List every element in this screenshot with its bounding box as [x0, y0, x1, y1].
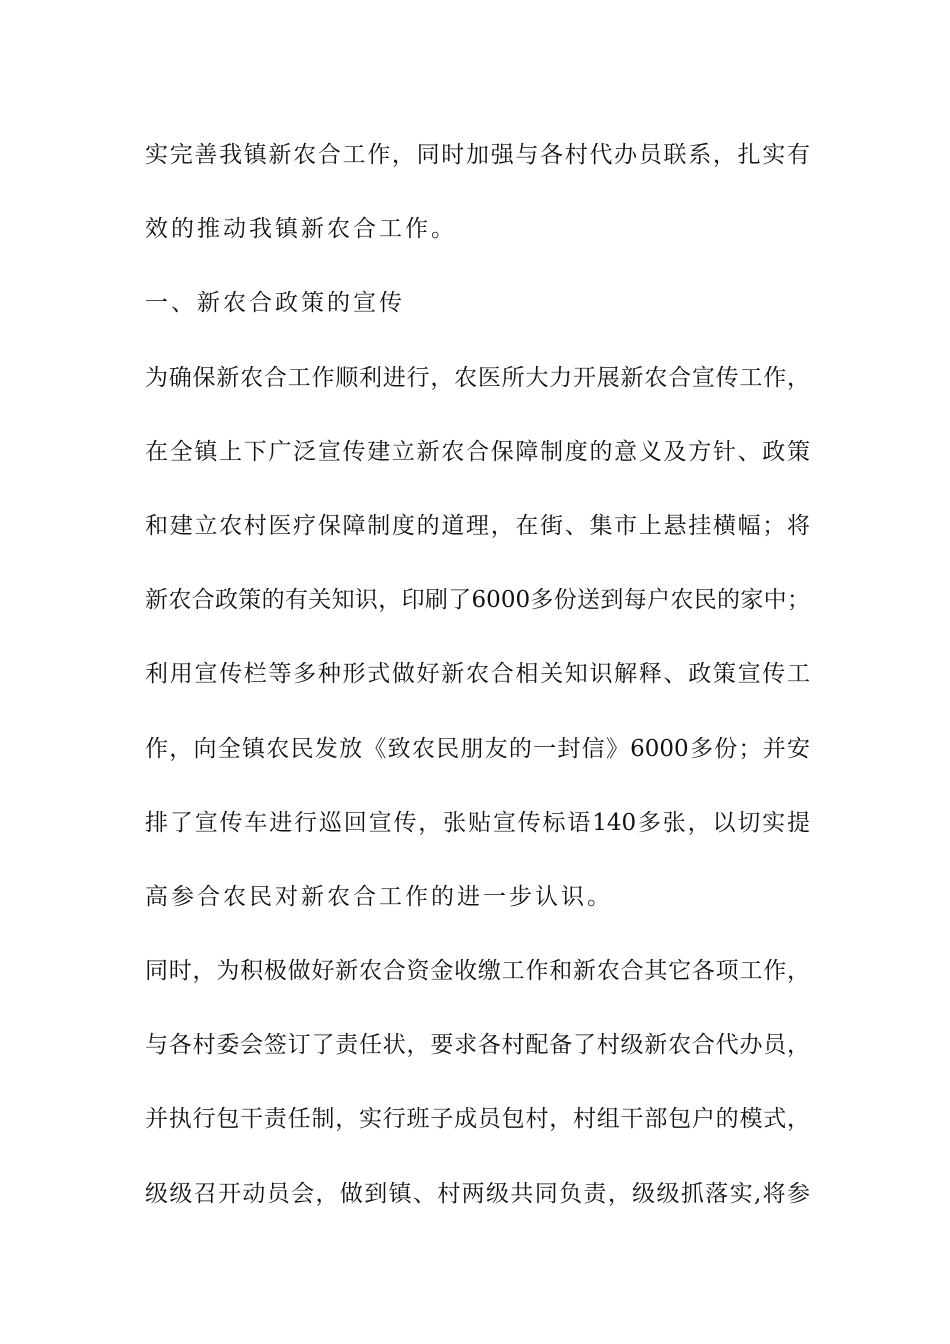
text-line: 同时，为积极做好新农合资金收缴工作和新农合其它各项工作， — [145, 958, 810, 985]
document-body — [145, 128, 810, 1241]
text-line: 与各村委会签订了责任状，要求各村配备了村级新农合代办员， — [145, 1032, 810, 1059]
text-line: 实完善我镇新农合工作，同时加强与各村代办员联系，扎实有 — [145, 142, 810, 168]
text-line: 高参合农民对新农合工作的进一步认识。 — [145, 883, 613, 910]
text-line: 利用宣传栏等多种形式做好新农合相关知识解释、政策宣传工 — [145, 661, 810, 688]
text-line: 排了宣传车进行巡回宣传，张贴宣传标语140多张，以切实提 — [145, 809, 810, 836]
text-line: 并执行包干责任制，实行班子成员包村，村组干部包户的模式， — [145, 1106, 810, 1133]
section-heading: 一、新农合政策的宣传 — [145, 290, 405, 317]
text-line: 新农合政策的有关知识，印刷了6000多份送到每户农民的家中； — [145, 587, 810, 614]
text-line: 级级召开动员会，做到镇、村两级共同负责，级级抓落实,将参 — [145, 1180, 810, 1207]
text-line: 和建立农村医疗保障制度的道理，在街、集市上悬挂横幅；将 — [145, 512, 810, 539]
text-line: 在全镇上下广泛宣传建立新农合保障制度的意义及方针、政策 — [145, 438, 810, 465]
text-line: 效的推动我镇新农合工作。 — [145, 216, 457, 243]
text-line: 为确保新农合工作顺利进行，农医所大力开展新农合宣传工作， — [145, 364, 810, 391]
text-line: 作，向全镇农民发放《致农民朋友的一封信》6000多份；并安 — [145, 735, 810, 762]
